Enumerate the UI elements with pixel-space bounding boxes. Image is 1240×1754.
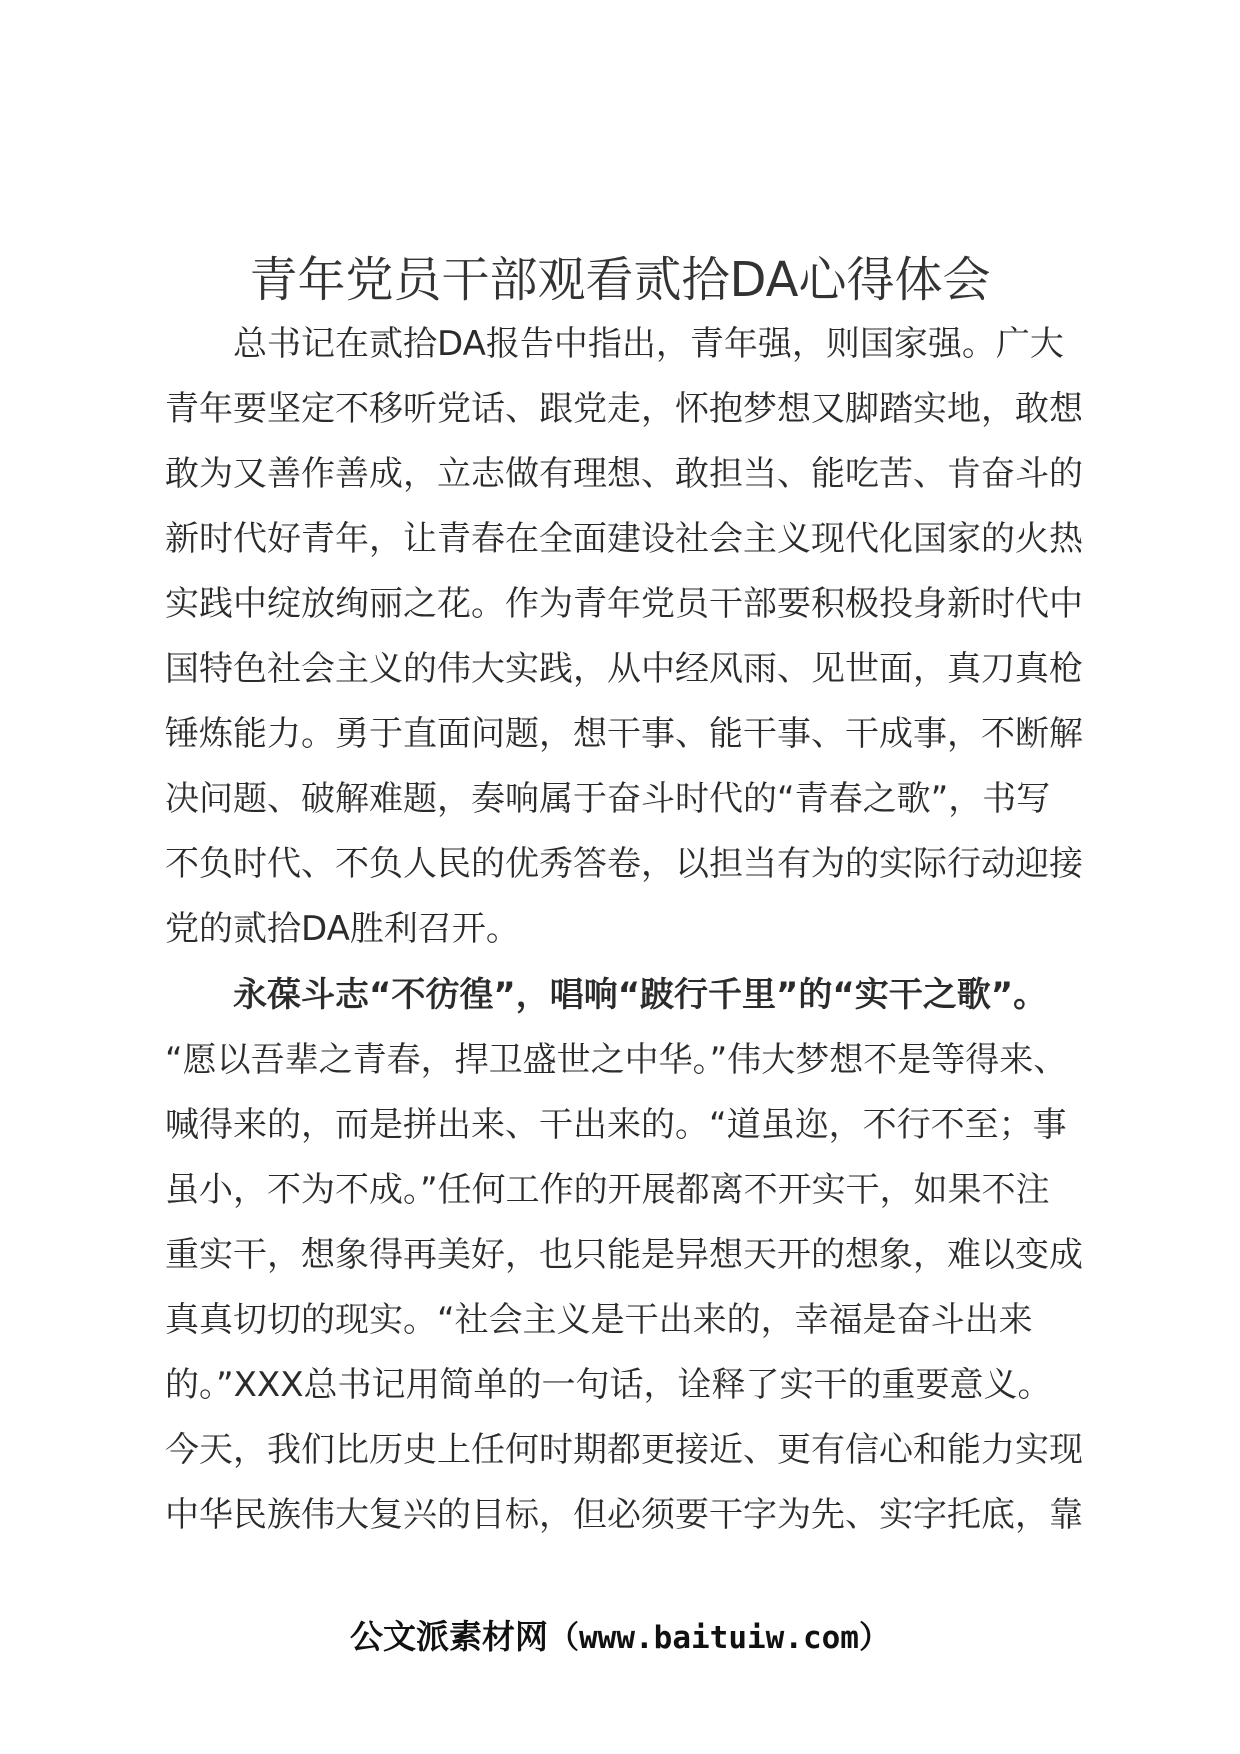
text-line: 重实干，想象得再美好，也只能是异想天开的想象，难以变成 [165, 1235, 1083, 1275]
section-heading: 永葆斗志“不彷徨”，唱响“跛行千里”的“实干之歌”。 [233, 975, 1048, 1015]
text-line: 敢为又善作善成，立志做有理想、敢担当、能吃苦、肯奋斗的 [165, 454, 1083, 494]
text-line: 党的贰拾DA胜利召开。 [165, 909, 520, 949]
text-line: 今天，我们比历史上任何时期都更接近、更有信心和能力实现 [165, 1430, 1083, 1470]
footer-url[interactable]: （www.baituiw.com） [548, 1620, 890, 1656]
text-line: 的。”XXX总书记用简单的一句话，诠释了实干的重要意义。 [165, 1365, 1052, 1405]
paragraph-2 [165, 963, 1095, 1548]
text-line: 喊得来的，而是拼出来、干出来的。“道虽迩，不行不至；事 [165, 1105, 1067, 1145]
text-line: 中华民族伟大复兴的目标，但必须要干字为先、实字托底，靠 [165, 1495, 1083, 1535]
text-line: 不负时代、不负人民的优秀答卷，以担当有为的实际行动迎接 [165, 844, 1083, 884]
text-line: 青年要坚定不移听党话、跟党走，怀抱梦想又脚踏实地，敢想 [165, 389, 1083, 429]
footer-site-name: 公文派素材网 [350, 1617, 549, 1656]
text-line: 实践中绽放绚丽之花。作为青年党员干部要积极投身新时代中 [165, 584, 1083, 624]
text-line: 新时代好青年，让青春在全面建设社会主义现代化国家的火热 [165, 519, 1083, 559]
document-title: 青年党员干部观看贰拾DA心得体会 [249, 252, 991, 308]
text-line: “愿以吾辈之青春，捍卫盛世之中华。”伟大梦想不是等得来、 [165, 1040, 1068, 1080]
paragraph-1 [165, 312, 1095, 962]
text-line: 虽小，不为不成。”任何工作的开展都离不开实干，如果不注 [165, 1170, 1050, 1210]
text-line: 国特色社会主义的伟大实践，从中经风雨、见世面，真刀真枪 [165, 649, 1083, 689]
text-line: 决问题、破解难题，奏响属于奋斗时代的“青春之歌”，书写 [165, 779, 1051, 819]
text-line: 总书记在贰拾DA报告中指出，青年强，则国家强。广大 [233, 324, 1064, 364]
text-line: 锤炼能力。勇于直面问题，想干事、能干事、干成事，不断解 [165, 714, 1083, 754]
text-line: 真真切切的现实。“社会主义是干出来的，幸福是奋斗出来 [165, 1300, 1033, 1340]
page-footer [0, 1614, 1240, 1661]
